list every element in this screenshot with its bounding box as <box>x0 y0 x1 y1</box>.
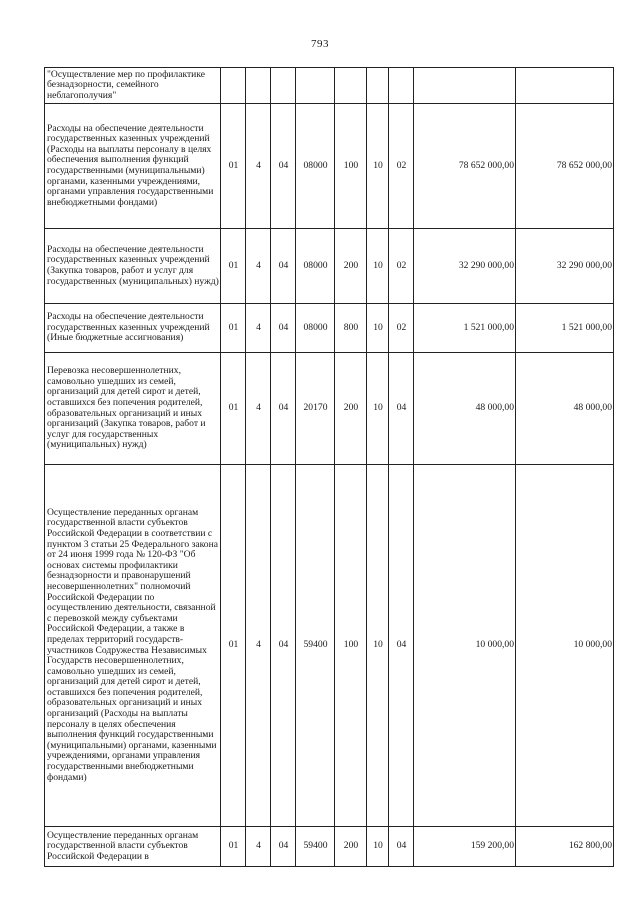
row-description: Осуществление переданных органам государственной власти субъектов Российской Федерации в <box>45 827 221 867</box>
code-cell: 04 <box>389 465 414 827</box>
table-body <box>45 68 614 867</box>
code-cell <box>221 68 246 104</box>
table-row <box>45 353 614 465</box>
code-cell: 4 <box>246 104 271 229</box>
amount-cell: 48 000,00 <box>516 353 614 465</box>
code-cell: 01 <box>221 104 246 229</box>
code-cell <box>246 68 271 104</box>
code-cell: 100 <box>335 465 367 827</box>
code-cell: 10 <box>367 353 389 465</box>
code-cell: 10 <box>367 229 389 304</box>
budget-table <box>44 67 614 867</box>
table-row <box>45 465 614 827</box>
code-cell: 01 <box>221 465 246 827</box>
code-cell: 02 <box>389 229 414 304</box>
code-cell: 200 <box>335 827 367 867</box>
code-cell: 01 <box>221 304 246 353</box>
table-row <box>45 229 614 304</box>
table-row <box>45 104 614 229</box>
code-cell: 20170 <box>296 353 335 465</box>
amount-cell: 78 652 000,00 <box>414 104 516 229</box>
code-cell: 4 <box>246 304 271 353</box>
amount-cell: 32 290 000,00 <box>516 229 614 304</box>
code-cell: 04 <box>271 465 296 827</box>
code-cell: 04 <box>271 304 296 353</box>
row-description: Осуществление переданных органам государственной власти субъектов Российской Федерации в соответствии с пунктом 3 статьи 25 Федерального закона от 24 июня 1999 года № 120-ФЗ "Об основах системы профилактики безнадзорности и правонарушений несовершеннолетних" полномочий Российской Федерации по осуществлению деятельности, связанной с перевозкой между субъектами Российской Федерации, а также в пределах территорий государств-участников Содружества Независимых Государств несовершеннолетних, самовольно ушедших из семей, организаций для детей сирот и детей, оставшихся без попечения родителей, образовательных организаций и иных организаций (Расходы на выплаты персоналу в целях обеспечения выполнения функций государственными (муниципальными) органами, казенными учреждениями, органами управления государственными внебюджетными фондами) <box>45 465 221 827</box>
code-cell: 4 <box>246 465 271 827</box>
amount-cell: 10 000,00 <box>414 465 516 827</box>
amount-cell <box>516 68 614 104</box>
code-cell: 01 <box>221 827 246 867</box>
code-cell: 02 <box>389 104 414 229</box>
amount-cell: 159 200,00 <box>414 827 516 867</box>
table-row <box>45 304 614 353</box>
table-row <box>45 827 614 867</box>
amount-cell: 32 290 000,00 <box>414 229 516 304</box>
code-cell: 59400 <box>296 827 335 867</box>
code-cell: 10 <box>367 465 389 827</box>
amount-cell: 48 000,00 <box>414 353 516 465</box>
code-cell: 04 <box>271 104 296 229</box>
code-cell: 08000 <box>296 104 335 229</box>
row-description: Расходы на обеспечение деятельности государственных казенных учреждений (Иные бюджетные ассигнования) <box>45 304 221 353</box>
code-cell <box>335 68 367 104</box>
code-cell: 10 <box>367 104 389 229</box>
code-cell: 100 <box>335 104 367 229</box>
code-cell: 04 <box>389 353 414 465</box>
row-description: "Осуществление мер по профилактике безнадзорности, семейного неблагополучия" <box>45 68 221 104</box>
amount-cell <box>414 68 516 104</box>
row-description: Расходы на обеспечение деятельности государственных казенных учреждений (Закупка товаров, работ и услуг для государственных (муниципальных) нужд) <box>45 229 221 304</box>
code-cell: 04 <box>389 827 414 867</box>
code-cell: 200 <box>335 229 367 304</box>
amount-cell: 162 800,00 <box>516 827 614 867</box>
code-cell <box>271 68 296 104</box>
row-description: Расходы на обеспечение деятельности государственных казенных учреждений (Расходы на выплаты персоналу в целях обеспечения выполнения функций государственными (муниципальными) органами, казенными учреждениями, органами управления государственными внебюджетными фондами) <box>45 104 221 229</box>
code-cell: 08000 <box>296 304 335 353</box>
code-cell: 08000 <box>296 229 335 304</box>
code-cell: 02 <box>389 304 414 353</box>
code-cell: 4 <box>246 827 271 867</box>
code-cell: 04 <box>271 353 296 465</box>
code-cell <box>296 68 335 104</box>
page-number: 793 <box>311 38 329 50</box>
code-cell: 59400 <box>296 465 335 827</box>
amount-cell: 1 521 000,00 <box>516 304 614 353</box>
code-cell: 800 <box>335 304 367 353</box>
code-cell: 10 <box>367 827 389 867</box>
code-cell <box>367 68 389 104</box>
code-cell: 01 <box>221 353 246 465</box>
code-cell: 04 <box>271 229 296 304</box>
amount-cell: 78 652 000,00 <box>516 104 614 229</box>
code-cell: 200 <box>335 353 367 465</box>
code-cell: 4 <box>246 229 271 304</box>
row-description: Перевозка несовершеннолетних, самовольно ушедших из семей, организаций для детей сирот и детей, оставшихся без попечения родителей, образовательных организаций и иных организаций (Закупка товаров, работ и услуг для государственных (муниципальных) нужд) <box>45 353 221 465</box>
table-row <box>45 68 614 104</box>
code-cell: 01 <box>221 229 246 304</box>
code-cell <box>389 68 414 104</box>
code-cell: 04 <box>271 827 296 867</box>
code-cell: 10 <box>367 304 389 353</box>
amount-cell: 1 521 000,00 <box>414 304 516 353</box>
amount-cell: 10 000,00 <box>516 465 614 827</box>
code-cell: 4 <box>246 353 271 465</box>
